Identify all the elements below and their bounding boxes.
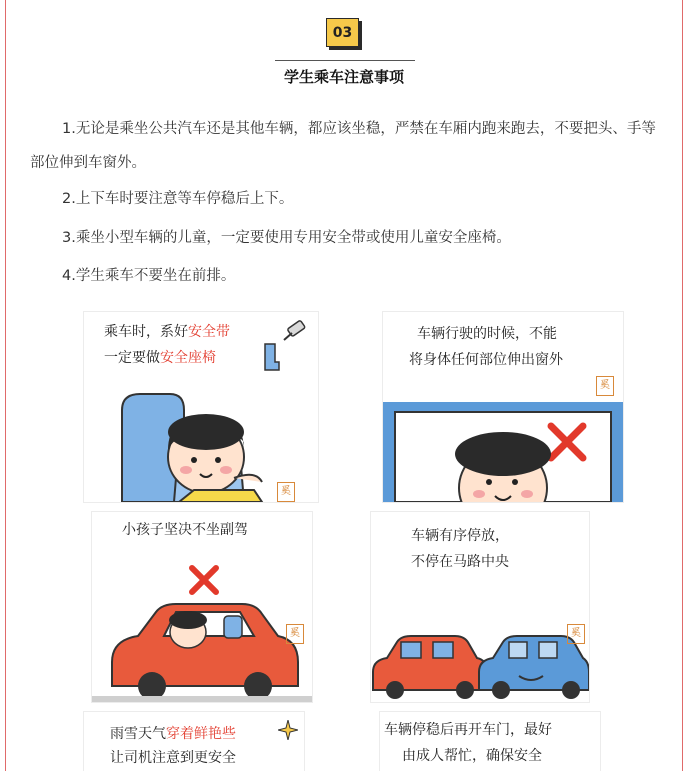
illustration-door [380,712,600,771]
sparkle-icon [278,720,298,740]
rule-3: 3.乘坐小型车辆的儿童，一定要使用专用安全带或使用儿童安全座椅。 [62,230,511,246]
seatbelt-highlight: 安全带 [188,324,230,340]
weather-caption-1 [110,722,236,746]
parking-caption-1: 车辆有序停放， [411,528,509,544]
section-title: 学生乘车注意事项 [283,68,404,86]
illustration-seatbelt [84,312,318,502]
door-caption-2: 由成人帮忙，确保安全 [402,748,542,764]
rule-1: 1.无论是乘坐公共汽车还是其他车辆，都应该坐稳，严禁在车厢内跑来跑去，不要把头、手等部位伸到车窗外。 [30,121,656,171]
front-seat-caption: 小孩子坚决不坐副驾 [122,522,248,538]
seatbelt-caption-2 [104,346,216,370]
bright-clothes-highlight: 穿着鲜艳些 [166,726,236,742]
section-number: 03 [326,18,359,47]
rule-2: 2.上下车时要注意等车停稳后上下。 [62,191,294,207]
door-caption-1: 车辆停稳后再开车门，最好 [384,722,552,738]
artist-seal: 奚 [596,376,614,396]
window-caption-2: 将身体任何部位伸出窗外 [409,352,563,368]
parking-scene [371,622,589,702]
seatbelt-buckle-icon [282,316,312,344]
seatbelt-caption-1-text: 乘车时，系好 [104,324,188,340]
illustration-front-seat [92,512,312,702]
seatbelt-caption-2-text: 一定要做 [104,350,160,366]
parking-caption-2: 不停在马路中央 [411,554,509,570]
child-seat-icon [260,342,282,374]
artist-seal: 奚 [286,624,304,644]
page-border-left [5,0,6,771]
seatbelt-caption-1 [104,320,230,344]
safety-seat-highlight: 安全座椅 [160,350,216,366]
weather-caption-1-text: 雨雪天气 [110,726,166,742]
illustration-parking [371,512,589,702]
front-seat-scene [92,556,312,702]
window-caption-1: 车辆行驶的时候，不能 [417,326,557,342]
artist-seal: 奚 [567,624,585,644]
page-border-right [682,0,683,771]
window-scene [383,398,623,502]
weather-caption-2: 让司机注意到更安全 [110,750,236,766]
illustration-weather [84,712,304,771]
rule-4: 4.学生乘车不要坐在前排。 [62,268,236,284]
section-number-badge [326,18,366,52]
illustration-window [383,312,623,502]
title-divider [275,60,415,61]
artist-seal: 奚 [277,482,295,502]
